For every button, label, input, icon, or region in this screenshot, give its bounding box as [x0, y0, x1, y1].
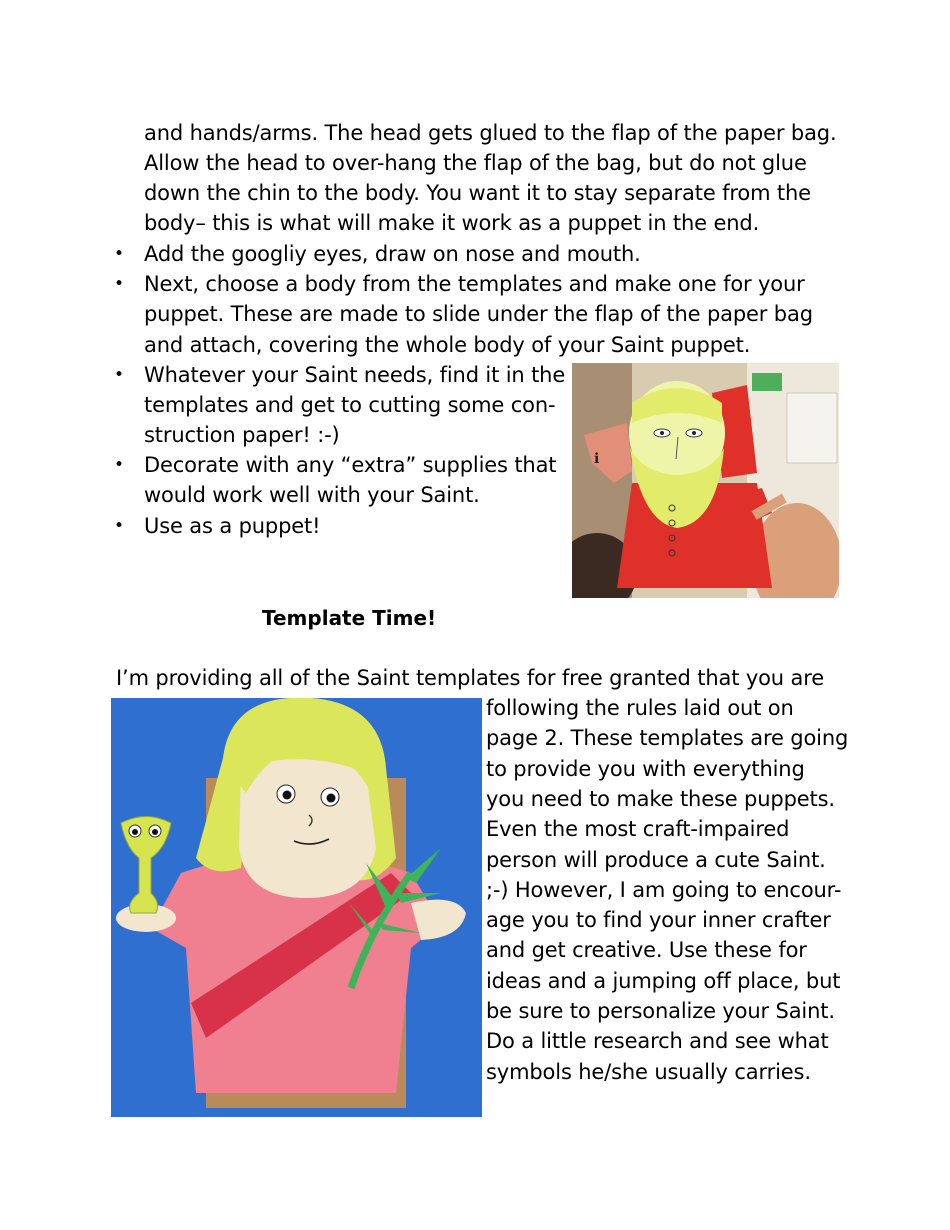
paragraph-line: ;-) However, I am going to encour-	[486, 878, 842, 902]
paragraph-line: you need to make these puppets.	[486, 787, 835, 811]
female-saint-illustration	[111, 698, 482, 1117]
puppet-photo-female-saint	[111, 698, 482, 1117]
bullet-line: would work well with your Saint.	[144, 483, 480, 507]
svg-text:ℹ: ℹ	[594, 451, 600, 467]
puppet-photo-bearded-saint	[572, 363, 839, 598]
paragraph-line: I’m providing all of the Saint templates for free granted that you are	[116, 666, 825, 690]
intro-line: Allow the head to over-hang the flap of the bag, but do not glue	[144, 151, 807, 175]
intro-line: down the chin to the body. You want it to stay separate from the	[144, 181, 811, 205]
paragraph-line: person will produce a cute Saint.	[486, 848, 826, 872]
paragraph-line: Even the most craft-impaired	[486, 817, 790, 841]
paragraph-line: ideas and a jumping off place, but	[486, 969, 841, 993]
bullet-line: Add the googliy eyes, draw on nose and mouth.	[144, 242, 641, 266]
paragraph-line: be sure to personalize your Saint.	[486, 999, 835, 1023]
bullet-line: puppet. These are made to slide under the flap of the paper bag	[144, 302, 813, 326]
bullet-line: templates and get to cutting some con-	[144, 393, 556, 417]
bullet-line: Use as a puppet!	[144, 514, 321, 538]
paragraph-line: following the rules laid out on	[486, 696, 794, 720]
paragraph-line: and get creative. Use these for	[486, 938, 807, 962]
bullet-line: struction paper! :-)	[144, 423, 340, 447]
bullet-marker: •	[114, 516, 125, 536]
bullet-line: Whatever your Saint needs, find it in the	[144, 363, 566, 387]
bullet-marker: •	[114, 244, 125, 264]
bullet-line: Next, choose a body from the templates and make one for your	[144, 272, 805, 296]
bullet-marker: •	[114, 274, 125, 294]
bullet-marker: •	[114, 365, 125, 385]
intro-line: body– this is what will make it work as a puppet in the end.	[144, 211, 760, 235]
bearded-saint-illustration	[572, 363, 839, 598]
bullet-line: Decorate with any “extra” supplies that	[144, 453, 557, 477]
paragraph-line: Do a little research and see what	[486, 1029, 829, 1053]
bullet-line: and attach, covering the whole body of your Saint puppet.	[144, 333, 751, 357]
paragraph-line: symbols he/she usually carries.	[486, 1060, 811, 1084]
bullet-marker: •	[114, 455, 125, 475]
paragraph-line: to provide you with everything	[486, 757, 805, 781]
paragraph-line: page 2. These templates are going	[486, 726, 849, 750]
intro-line: and hands/arms. The head gets glued to the flap of the paper bag.	[144, 121, 837, 145]
section-heading: Template Time!	[262, 606, 437, 630]
paragraph-line: age you to find your inner crafter	[486, 908, 831, 932]
